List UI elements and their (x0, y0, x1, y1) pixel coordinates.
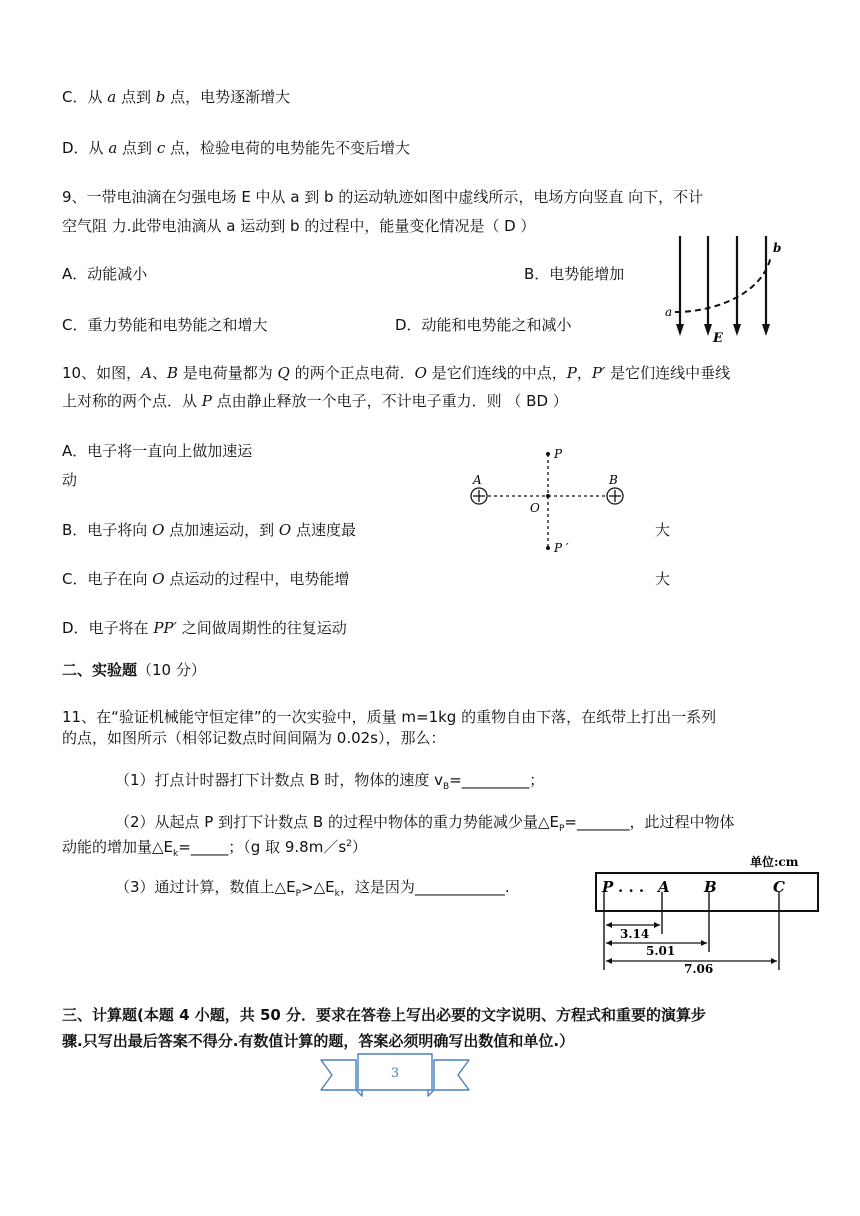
q11-stem-line1: 11、在“验证机械能守恒定律”的一次实验中，质量 m=1kg 的重物自由下落，在纸带上打出一系列 (62, 708, 717, 726)
q11-sub2-continued: 动能的增加量$\triangle E_k=\_\_\_\_\_$；（g 取 $9.8m/s^2$） (62, 838, 367, 859)
q11-label-p: P (602, 878, 614, 896)
q10-charge-b (607, 488, 623, 504)
page-number-ribbon (318, 1050, 472, 1098)
q9-stem-line1: 9、一带电油滴在匀强电场 E 中从 a 到 b 的运动轨迹如图中虚线所示，电场方向竖直 向下，不计 (62, 188, 704, 206)
q11-dist-pa: 3.14 (620, 927, 650, 941)
q10-label-a: A (473, 473, 482, 487)
q11-dist-pb: 5.01 (646, 944, 676, 958)
q11-stem-line2: 的点，如图所示（相邻记数点时间间隔为 0.02s），那么： (62, 729, 446, 747)
q9-option-c: C．重力势能和电势能之和增大 (62, 316, 268, 334)
q10-stem-line2: 上对称的两个点．从 P 点由静止释放一个电子，不计电子重力．则 （ BD ） (62, 392, 568, 410)
q9-option-d: D．动能和电势能之和减小 (395, 316, 572, 334)
q11-dist-pc: 7.06 (684, 962, 714, 974)
q11-paper-tape-figure (590, 852, 822, 974)
q8-option-d: D．从 a 点到 c 点，检验电荷的电势能先不变后增大 (62, 139, 411, 157)
q11-sub1: （1）打点计时器打下计数点 B 时，物体的速度 $v_B=\_\_\_\_\_\_\_\_\_$； (115, 771, 545, 792)
q11-unit-label: 单位:cm (750, 855, 799, 869)
page-number: 3 (390, 1066, 400, 1081)
q10-option-a-line1: A．电子将一直向上做加速运 (62, 442, 253, 460)
q10-label-p: P (554, 447, 563, 461)
q9-label-b: b (773, 241, 782, 255)
q9-electric-field-figure (655, 228, 790, 344)
q10-option-c-tail: 大 (655, 570, 671, 588)
q9-option-a: A．动能减小 (62, 265, 148, 283)
q8-option-c: C．从 a 点到 b 点，电势逐渐增大 (62, 88, 291, 106)
q11-dots: . . . (618, 878, 645, 896)
q9-trajectory-dashed (675, 256, 771, 312)
q9-label-a: a (665, 305, 673, 319)
q10-stem-line1: 10、如图，A、B 是电荷量都为 Q 的两个正点电荷．O 是它们连线的中点，P，P′ 是它们连线中垂线 (62, 364, 731, 382)
q10-option-b-tail: 大 (655, 521, 671, 539)
q10-option-d: D．电子将在 PP′ 之间做周期性的往复运动 (62, 619, 347, 637)
q9-stem-line2: 空气阻 力.此带电油滴从 a 运动到 b 的过程中，能量变化情况是（ D ） (62, 217, 536, 235)
q11-sub2: （2）从起点 P 到打下计数点 B 的过程中物体的重力势能减少量$\triangle E_P=\_\_\_\_\_\_\_$，此过程中物体 (115, 813, 735, 834)
q9-label-e: E (713, 331, 723, 344)
q11-label-a: A (658, 878, 670, 896)
q10-option-b: B．电子将向 O 点加速运动，到 O 点速度最 (62, 521, 357, 539)
q10-charge-a (471, 488, 487, 504)
section2-heading: 二、实验题（10 分） (62, 661, 206, 679)
q10-option-a-line2: 动 (62, 471, 78, 489)
q11-label-c: C (773, 878, 785, 896)
q9-option-b: B．电势能增加 (524, 265, 625, 283)
q10-label-p-prime: P ′ (554, 541, 569, 555)
q11-label-b: B (704, 878, 717, 896)
section3-line1: 三、计算题(本题 4 小题，共 50 分．要求在答卷上写出必要的文字说明、方程式和重要的演算步 (62, 1006, 707, 1024)
q10-option-c: C．电子在向 O 点运动的过程中，电势能增 (62, 570, 350, 588)
section3-line2: 骤.只写出最后答案不得分.有数值计算的题，答案必须明确写出数值和单位.） (62, 1032, 575, 1050)
q10-label-b: B (609, 473, 618, 487)
q11-sub3: （3）通过计算，数值上$\triangle E_P>\triangle E_k$，这是因为____________. (115, 878, 510, 899)
q10-point-charges-figure (462, 440, 640, 560)
q10-label-o: O (530, 501, 540, 515)
